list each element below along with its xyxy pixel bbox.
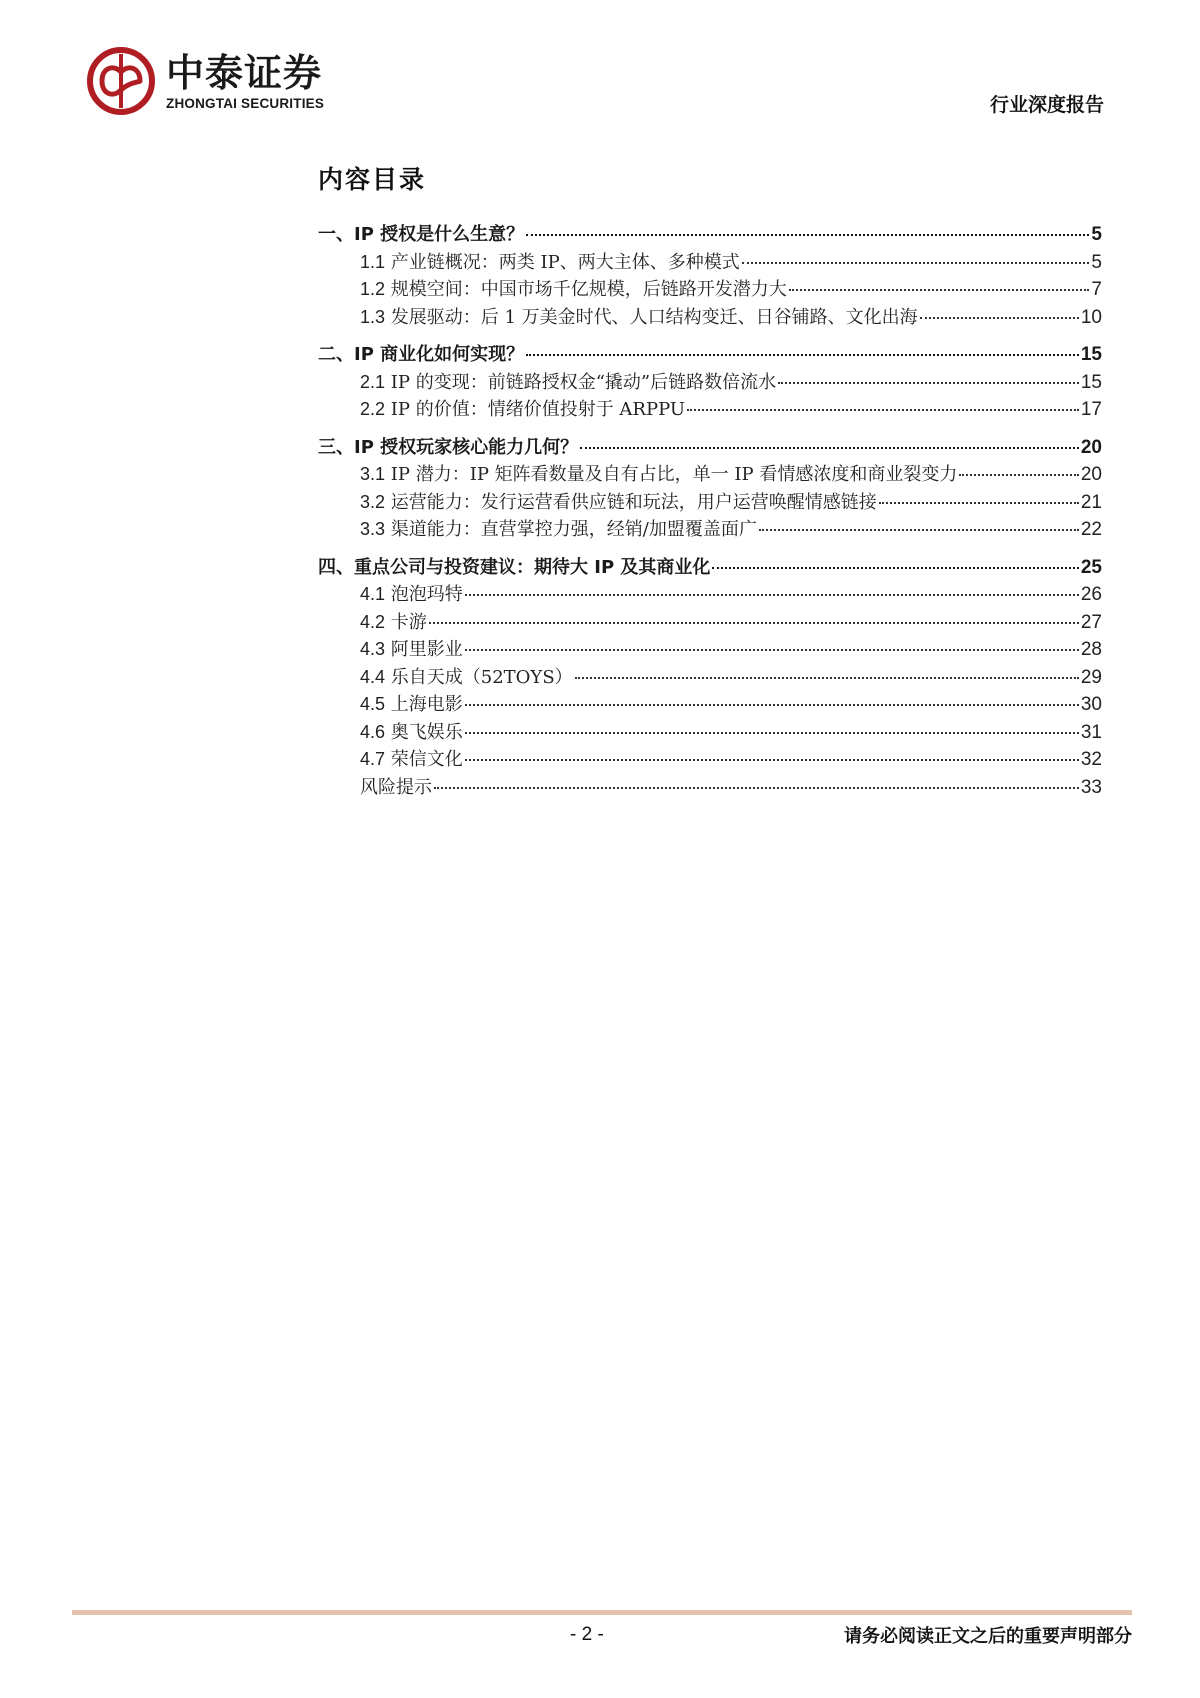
toc-entry[interactable]: 四、重点公司与投资建议：期待大 IP 及其商业化 25	[318, 556, 1102, 578]
dot-leader	[465, 649, 1079, 651]
page-ref: 27	[1080, 611, 1102, 633]
toc-entry-risk[interactable]: 风险提示 33	[360, 776, 1102, 798]
page-ref: 17	[1080, 399, 1102, 420]
toc-entry[interactable]: 二、IP 商业化如何实现？ 15	[318, 344, 1102, 365]
toc-section-4	[318, 553, 1102, 801]
toc-entry[interactable]: 4.5 上海电影 30	[360, 694, 1102, 715]
toc-entry[interactable]: 1.2 规模空间：中国市场千亿规模，后链路开发潜力大 7	[360, 279, 1102, 300]
page-ref: 33	[1080, 776, 1102, 798]
page-number: - 2 -	[570, 1624, 604, 1645]
toc-entry[interactable]: 3.1 IP 潜力：IP 矩阵看数量及自有占比，单一 IP 看情感浓度和商业裂变力 20	[360, 464, 1102, 485]
toc-entry[interactable]: 2.2 IP 的价值：情绪价值投射于 ARPPU 17	[360, 399, 1102, 420]
toc-section-3	[318, 433, 1102, 543]
toc-section-1	[318, 220, 1102, 330]
dot-leader	[778, 382, 1079, 384]
logo-english-name: ZHONGTAI SECURITIES	[166, 95, 325, 111]
toc-entry[interactable]: 4.1 泡泡玛特 26	[360, 584, 1102, 605]
toc-entry[interactable]: 一、IP 授权是什么生意？ 5	[318, 224, 1102, 245]
dot-leader	[465, 732, 1079, 734]
toc-entry[interactable]: 三、IP 授权玩家核心能力几何？ 20	[318, 436, 1102, 458]
dot-leader	[789, 289, 1090, 291]
zhongtai-logo-icon	[86, 46, 156, 116]
toc-entry[interactable]: 4.4 乐自天成（52TOYS） 29	[360, 666, 1102, 688]
page-ref: 31	[1080, 721, 1102, 743]
page-ref: 15	[1080, 371, 1102, 393]
toc-entry[interactable]: 4.3 阿里影业 28	[360, 639, 1102, 660]
dot-leader	[575, 677, 1079, 679]
toc-entry[interactable]: 3.3 渠道能力：直营掌控力强，经销/加盟覆盖面广 22	[360, 519, 1102, 540]
toc-entry[interactable]: 4.7 荣信文化 32	[360, 749, 1102, 770]
page-ref: 5	[1091, 251, 1102, 273]
toc-entry[interactable]: 4.6 奥飞娱乐 31	[360, 721, 1102, 743]
dot-leader	[759, 529, 1079, 531]
page-ref: 26	[1080, 584, 1102, 605]
page-ref: 15	[1080, 344, 1102, 365]
dot-leader	[465, 704, 1079, 706]
dot-leader	[465, 759, 1079, 761]
table-of-contents	[318, 220, 1102, 810]
dot-leader	[712, 567, 1078, 569]
toc-entry[interactable]: 4.2 卡游 27	[360, 611, 1102, 633]
toc-entry[interactable]: 1.1 产业链概况：两类 IP、两大主体、多种模式 5	[360, 251, 1102, 273]
logo-chinese-name: 中泰证券	[166, 50, 323, 95]
dot-leader	[879, 502, 1079, 504]
page-ref: 25	[1080, 556, 1102, 578]
page-ref: 5	[1091, 224, 1102, 245]
page-ref: 10	[1080, 306, 1102, 328]
toc-entry[interactable]: 3.2 运营能力：发行运营看供应链和玩法，用户运营唤醒情感链接 21	[360, 491, 1102, 513]
page-ref: 21	[1080, 491, 1102, 513]
dot-leader	[920, 317, 1079, 319]
dot-leader	[429, 622, 1079, 624]
page-ref: 28	[1080, 639, 1102, 660]
footer-divider	[72, 1610, 1132, 1615]
dot-leader	[742, 262, 1090, 264]
toc-entry[interactable]: 1.3 发展驱动：后 1 万美金时代、人口结构变迁、日谷铺路、文化出海 10	[360, 306, 1102, 328]
report-type-label: 行业深度报告	[989, 94, 1104, 116]
dot-leader	[465, 594, 1079, 596]
page-ref: 30	[1080, 694, 1102, 715]
page-ref: 22	[1080, 519, 1102, 540]
page-ref: 20	[1080, 436, 1102, 458]
page-ref: 7	[1091, 279, 1102, 300]
page-ref: 29	[1080, 666, 1102, 688]
page-ref: 32	[1080, 749, 1102, 770]
toc-title: 内容目录	[318, 165, 427, 194]
toc-section-2	[318, 340, 1102, 423]
dot-leader	[434, 787, 1079, 789]
dot-leader	[580, 447, 1079, 449]
toc-entry[interactable]: 2.1 IP 的变现：前链路授权金“撬动”后链路数倍流水 15	[360, 371, 1102, 393]
dot-leader	[526, 234, 1089, 236]
company-logo	[86, 46, 324, 116]
dot-leader	[959, 474, 1079, 476]
disclaimer-text: 请务必阅读正文之后的重要声明部分	[844, 1626, 1132, 1647]
dot-leader	[687, 409, 1079, 411]
dot-leader	[526, 354, 1079, 356]
page-ref: 20	[1080, 464, 1102, 485]
